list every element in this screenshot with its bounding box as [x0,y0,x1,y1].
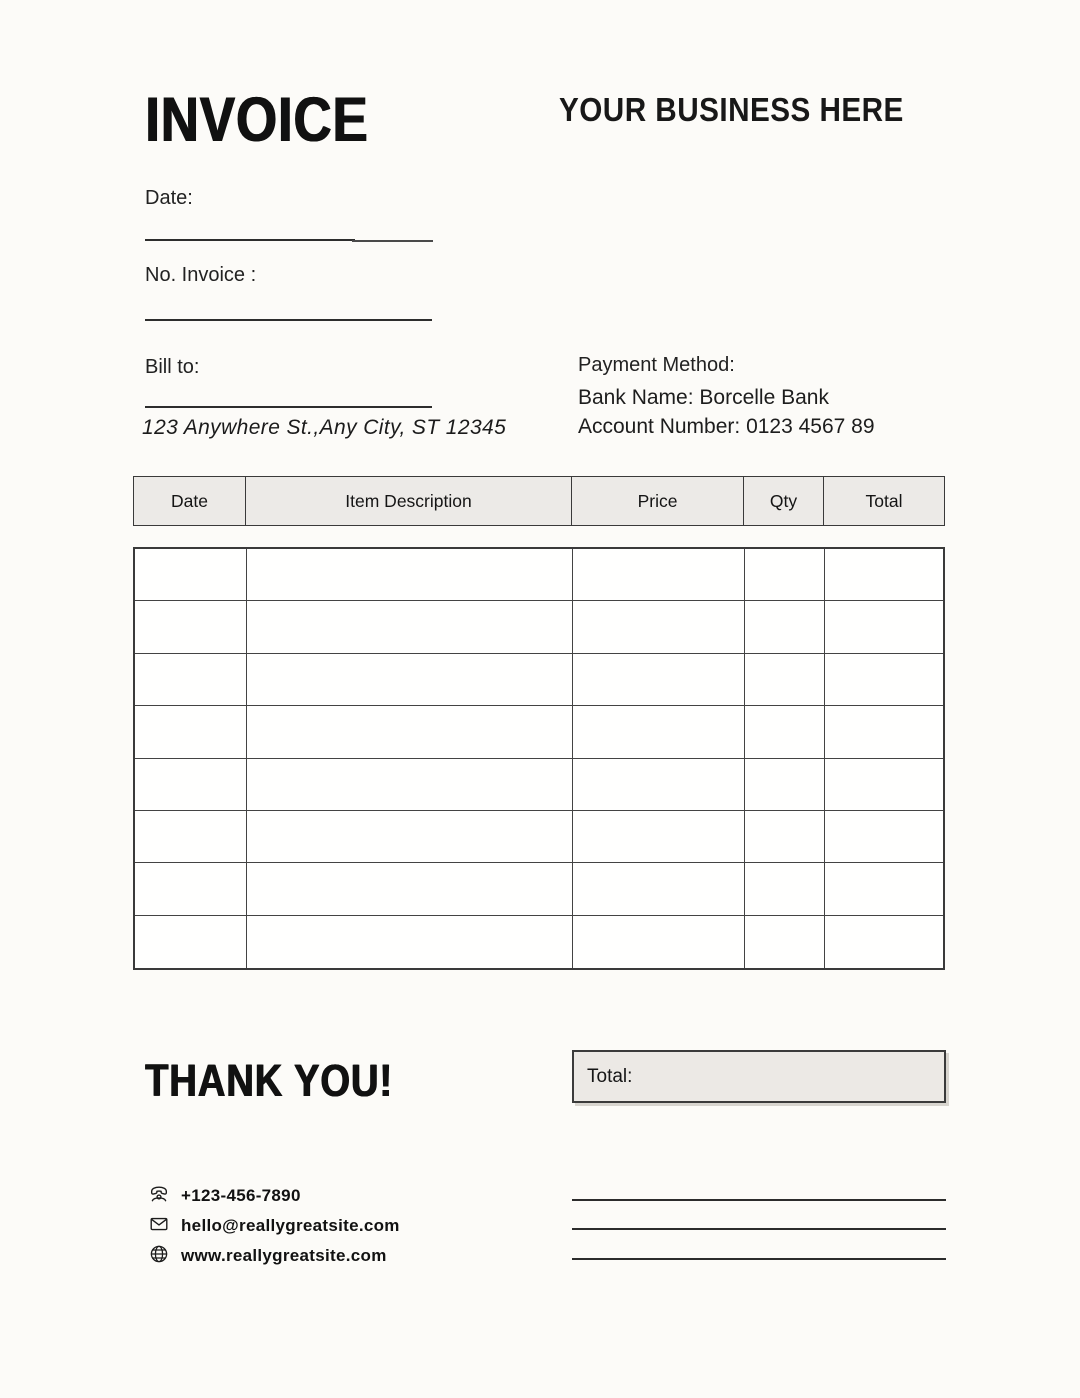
billing-address: 123 Anywhere St.,Any City, ST 12345 [142,416,507,439]
table-cell [135,863,247,915]
contact-list [148,1185,400,1267]
column-header-total: Total [865,490,903,511]
table-cell [825,654,943,706]
table-cell [825,759,943,811]
table-cell [745,706,825,758]
table-cell [247,811,573,863]
table-cell [247,706,573,758]
envelope-icon [148,1213,170,1240]
table-cell [573,601,745,653]
contact-row-website [148,1245,400,1267]
total-box [572,1050,946,1103]
table-cell [135,811,247,863]
thank-you-text: THANK YOU! [145,1055,393,1106]
table-cell [135,549,247,601]
contact-row-email [148,1215,400,1237]
table-cell [745,916,825,968]
table-cell [573,706,745,758]
signature-line-3 [572,1258,946,1260]
table-cell [573,654,745,706]
table-cell [745,601,825,653]
table-cell [825,811,943,863]
table-cell [573,863,745,915]
table-cell [745,759,825,811]
column-header-qty: Qty [744,477,824,525]
date-label: Date: [145,187,193,209]
column-header-item-description: Item Description [246,477,572,525]
table-cell [247,549,573,601]
date-fill-line-extension [352,240,433,242]
date-fill-line [145,239,355,241]
table-cell [135,654,247,706]
table-cell [745,654,825,706]
table-cell [135,601,247,653]
table-cell [135,916,247,968]
contact-phone: +123-456-7890 [181,1186,301,1205]
total-label: Total: [587,1065,633,1087]
table-cell [135,706,247,758]
column-header-price: Price [572,477,744,525]
table-cell [247,601,573,653]
table-cell [825,549,943,601]
payment-method-label: Payment Method: [578,354,735,376]
items-table-body [133,547,945,970]
items-table-header [133,476,945,526]
signature-line-1 [572,1199,946,1201]
contact-row-phone [148,1185,400,1207]
contact-email: hello@reallygreatsite.com [181,1216,400,1235]
table-cell [247,759,573,811]
bill-to-fill-line [145,406,432,408]
table-cell [573,811,745,863]
bank-name: Bank Name: Borcelle Bank [578,386,829,409]
signature-line-2 [572,1228,946,1230]
table-cell [745,863,825,915]
column-header-date: Date [134,477,246,525]
table-cell [825,706,943,758]
table-cell [745,811,825,863]
invoice-number-label: No. Invoice : [145,264,257,286]
table-cell [825,916,943,968]
table-cell [573,549,745,601]
table-cell [573,759,745,811]
bill-to-label: Bill to: [145,356,200,378]
table-cell [825,863,943,915]
table-cell [573,916,745,968]
table-cell [247,863,573,915]
table-cell [745,549,825,601]
business-name: YOUR BUSINESS HERE [559,91,904,128]
table-cell [135,759,247,811]
account-number: Account Number: 0123 4567 89 [578,415,875,438]
contact-website: www.reallygreatsite.com [181,1246,387,1265]
globe-icon [148,1243,170,1270]
invoice-number-fill-line [145,319,432,321]
phone-icon [148,1183,170,1210]
page-title: INVOICE [145,85,369,155]
table-cell [247,916,573,968]
table-cell [247,654,573,706]
table-cell [825,601,943,653]
